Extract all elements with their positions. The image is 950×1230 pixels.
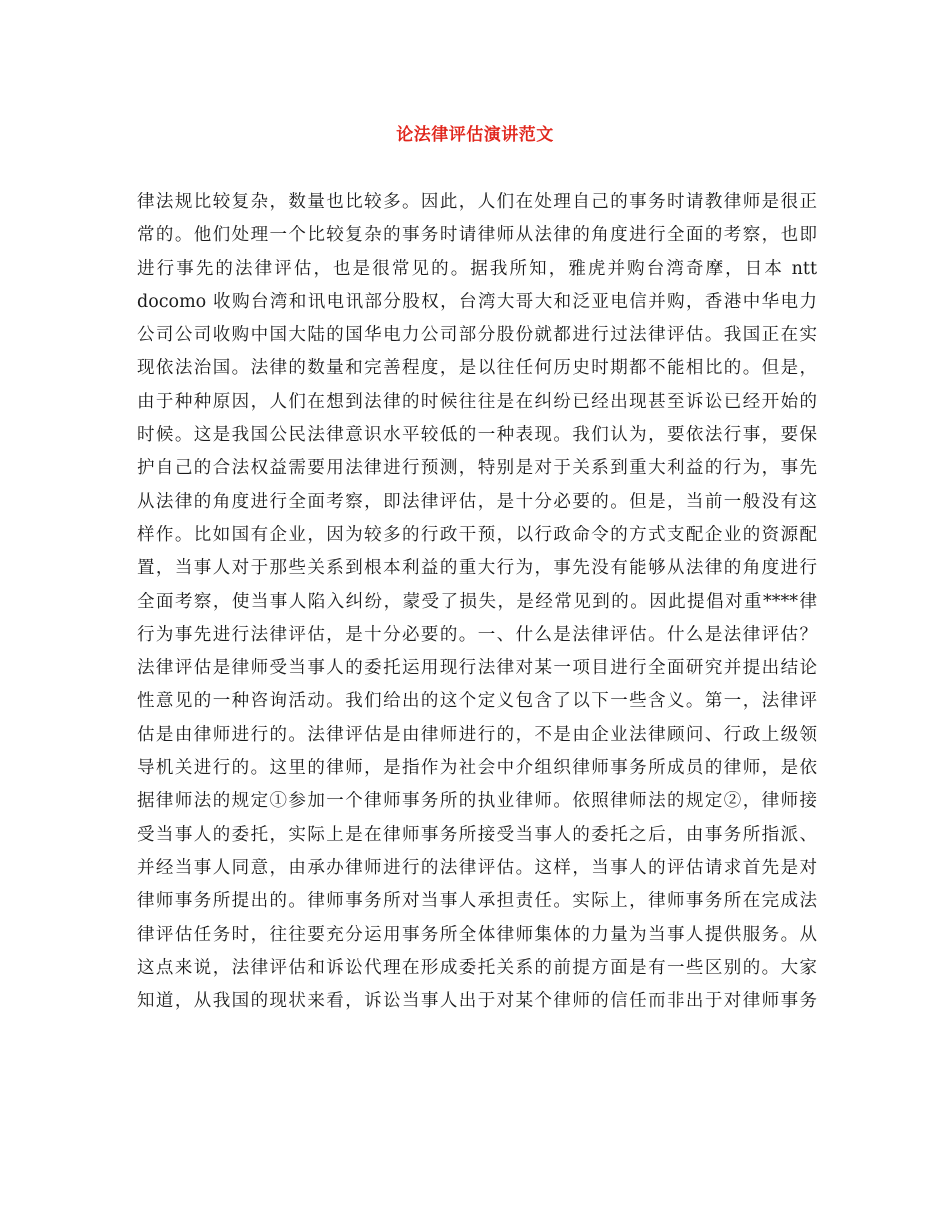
body-line: 知道，从我国的现状来看，诉讼当事人出于对某个律师的信任而非出于对律师事务 [137,991,817,1012]
body-line: 由于种种原因，人们在想到法律的时候往往是在纠纷已经出现甚至诉讼已经开始的 [137,391,817,412]
body-line: 置，当事人对于那些关系到根本利益的重大行为，事先没有能够从法律的角度进行 [137,558,817,579]
body-line: 进行事先的法律评估，也是很常见的。据我所知，雅虎并购台湾奇摩，日本 ntt [137,258,817,279]
body-line: 法律评估是律师受当事人的委托运用现行法律对某一项目进行全面研究并提出结论 [137,658,817,679]
body-line: 律师事务所提出的。律师事务所对当事人承担责任。实际上，律师事务所在完成法 [137,891,817,912]
body-line: 行为事先进行法律评估，是十分必要的。一、什么是法律评估。什么是法律评估？ [137,624,817,645]
body-line: 公司公司收购中国大陆的国华电力公司部分股份就都进行过法律评估。我国正在实 [137,325,817,346]
body-line: 据律师法的规定①参加一个律师事务所的执业律师。依照律师法的规定②，律师接 [137,791,817,812]
body-line: 时候。这是我国公民法律意识水平较低的一种表现。我们认为，要依法行事，要保 [137,425,817,446]
body-line: 性意见的一种咨询活动。我们给出的这个定义包含了以下一些含义。第一，法律评 [137,691,817,712]
body-line: 导机关进行的。这里的律师，是指作为社会中介组织律师事务所成员的律师，是依 [137,758,817,779]
body-line: 全面考察，使当事人陷入纠纷，蒙受了损失，是经常见到的。因此提倡对重****律 [137,591,817,612]
body-line: docomo 收购台湾和讯电讯部分股权，台湾大哥大和泛亚电信并购，香港中华电力 [137,291,817,312]
body-line: 这点来说，法律评估和诉讼代理在形成委托关系的前提方面是有一些区别的。大家 [137,957,817,978]
body-line: 估是由律师进行的。法律评估是由律师进行的，不是由企业法律顾问、行政上级领 [137,724,817,745]
body-line: 受当事人的委托，实际上是在律师事务所接受当事人的委托之后，由事务所指派、 [137,824,817,845]
document-body [137,186,817,1018]
body-line: 护自己的合法权益需要用法律进行预测，特别是对于关系到重大利益的行为，事先 [137,458,817,479]
body-line: 律法规比较复杂，数量也比较多。因此，人们在处理自己的事务时请教律师是很正 [137,192,817,212]
body-line: 律评估任务时，往往要充分运用事务所全体律师集体的力量为当事人提供服务。从 [137,924,817,945]
body-line: 现依法治国。法律的数量和完善程度，是以往任何历史时期都不能相比的。但是， [137,358,817,379]
body-line: 常的。他们处理一个比较复杂的事务时请律师从法律的角度进行全面的考察，也即 [137,225,817,246]
body-line: 从法律的角度进行全面考察，即法律评估，是十分必要的。但是，当前一般没有这 [137,491,817,512]
document-title: 论法律评估演讲范文 [396,125,554,145]
body-line: 并经当事人同意，由承办律师进行的法律评估。这样，当事人的评估请求首先是对 [137,857,817,878]
body-line: 样作。比如国有企业，因为较多的行政干预，以行政命令的方式支配企业的资源配 [137,524,817,545]
